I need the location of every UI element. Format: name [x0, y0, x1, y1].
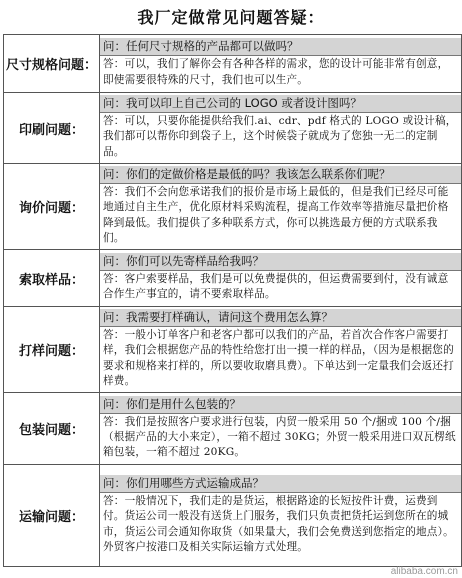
category-label: 包装问题： — [4, 393, 100, 465]
question-text: 问：你们的定做价格是最低的吗？我该怎么联系你们呢？ — [100, 166, 461, 184]
question-text: 问：任何尺寸规格的产品都可以做吗？ — [100, 38, 461, 56]
question-text: 问：我需要打样确认，请问这个费用怎么算？ — [100, 309, 461, 327]
faq-entry — [100, 465, 462, 567]
category-label: 运输问题： — [4, 465, 100, 567]
answer-text: 答：可以，我们了解你会有各种各样的需求，您的设计可能非常有创意，即使需要很特殊的尺寸，我们也可以生产。 — [103, 58, 449, 86]
answer-text: 答：我们是按照客户要求进行包装，内贸一般采用 50 个/捆或 100 个/捆（根据产品的大小来定），一箱不超过 30KG；外贸一般采用进口双瓦楞纸箱包装，一箱不超过 20KG。 — [103, 415, 456, 459]
category-label: 尺寸规格问题： — [4, 35, 100, 93]
faq-row-printing — [4, 93, 462, 164]
answer-text: 答：一般情况下，我们走的是货运，根据路途的长短按件计费，运费到付。货运公司一般没有送货上门服务，我们只负责把货托运到您所在的城市，货运公司会通知你取货（如果量大，我们会免费送到您指定的地点）。外贸客户按港口及相关实际运输方式处理。 — [103, 495, 454, 553]
watermark-text: alibaba.com.cn — [390, 566, 458, 577]
answer-text: 答：客户索要样品，我们是可以免费提供的，但运费需要到付，没有诚意合作生产事宜的，请不要索取样品。 — [103, 272, 449, 300]
answer-text: 答：可以，只要你能提供给我们.ai、cdr、pdf 格式的 LOGO 或设计稿，我们都可以帮你印到袋子上，这个时候袋子就成为了您独一无二的定制品。 — [103, 115, 457, 158]
question-text: 问：你们是用什么包装的？ — [100, 396, 461, 414]
faq-entry — [100, 393, 462, 465]
faq-table — [3, 34, 462, 567]
faq-row-size — [4, 35, 462, 93]
answer-text: 答：我们不会向您承诺我们的报价是市场上最低的，但是我们已经尽可能地通过自主生产，优化原材料采购流程，提高工作效率等措施尽量把价格降到最低。我们提供了多种联系方式，你可以挑选最方便的方式联系我们。 — [103, 186, 449, 244]
answer-text: 答：一般小订单客户和老客户都可以我们的产品，若首次合作客户需要打样，我们会根据您产品的特性给您打出一摸一样的样品，（因为是根据您的要求和规格来打样的，所以要收取磨具费）。下单达到一定量我们会返还打样费。 — [103, 329, 454, 387]
faq-row-shipping — [4, 465, 462, 567]
category-label: 询价问题： — [4, 164, 100, 250]
faq-row-proofing — [4, 307, 462, 393]
faq-row-samples — [4, 250, 462, 307]
category-label: 打样问题： — [4, 307, 100, 393]
question-text: 问：我可以印上自己公司的 LOGO 或者设计图吗？ — [100, 95, 461, 113]
question-text: 问：你们可以先寄样品给我吗？ — [100, 253, 461, 271]
page-title: 我厂定做常见问题答疑： — [137, 8, 325, 27]
faq-row-pricing — [4, 164, 462, 250]
faq-entry — [100, 164, 462, 250]
faq-entry — [100, 307, 462, 393]
faq-entry — [100, 250, 462, 307]
category-label: 印刷问题： — [4, 93, 100, 164]
faq-row-packaging — [4, 393, 462, 465]
faq-entry — [100, 35, 462, 93]
faq-entry — [100, 93, 462, 164]
question-text: 问：你们用哪些方式运输成品？ — [100, 475, 461, 493]
category-label: 索取样品： — [4, 250, 100, 307]
